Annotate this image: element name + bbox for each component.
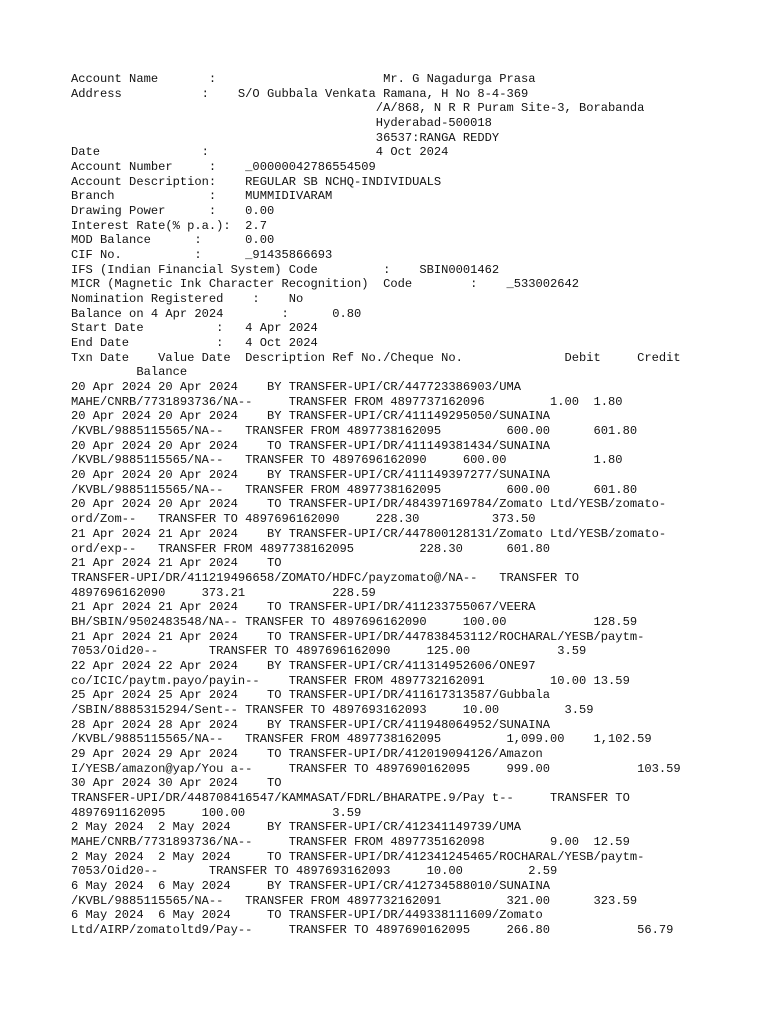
statement-line: End Date : 4 Oct 2024	[71, 336, 318, 351]
statement-line: 7053/Oid20-- TRANSFER TO 4897696162090 125.00 3.59	[71, 644, 587, 659]
statement-line: 30 Apr 2024 30 Apr 2024 TO	[71, 776, 282, 791]
statement-line: 36537:RANGA REDDY	[71, 130, 500, 145]
statement-line: CIF No. : _91435866693	[71, 248, 333, 263]
statement-line: 20 Apr 2024 20 Apr 2024 TO TRANSFER-UPI/DR/484397169784/Zomato Ltd/YESB/zomato-	[71, 497, 667, 512]
statement-line: 2 May 2024 2 May 2024 BY TRANSFER-UPI/CR/412341149739/UMA	[71, 820, 521, 835]
statement-line: Txn Date Value Date Description Ref No./Cheque No. Debit Credit	[71, 350, 681, 365]
statement-line: 20 Apr 2024 20 Apr 2024 TO TRANSFER-UPI/DR/411149381434/SUNAINA	[71, 438, 550, 453]
statement-line: 6 May 2024 6 May 2024 BY TRANSFER-UPI/CR/412734588010/SUNAINA	[71, 878, 550, 893]
statement-line: 4897691162095 100.00 3.59	[71, 805, 362, 820]
statement-line: Account Description: REGULAR SB NCHQ-INDIVIDUALS	[71, 174, 442, 189]
statement-line: co/ICIC/paytm.payo/payin-- TRANSFER FROM 4897732162091 10.00 13.59	[71, 673, 630, 688]
statement-line: I/YESB/amazon@yap/You a-- TRANSFER TO 4897690162095 999.00 103.59	[71, 761, 681, 776]
statement-line: 21 Apr 2024 21 Apr 2024 TO TRANSFER-UPI/DR/447838453112/ROCHARAL/YESB/paytm-	[71, 629, 645, 644]
statement-line: /KVBL/9885115565/NA-- TRANSFER FROM 4897738162095 1,099.00 1,102.59	[71, 732, 652, 747]
statement-line: Account Number : _00000042786554509	[71, 160, 376, 175]
statement-line: Nomination Registered : No	[71, 292, 304, 307]
statement-line: 21 Apr 2024 21 Apr 2024 BY TRANSFER-UPI/CR/447800128131/Zomato Ltd/YESB/zomato-	[71, 526, 667, 541]
statement-line: 2 May 2024 2 May 2024 TO TRANSFER-UPI/DR/412341245465/ROCHARAL/YESB/paytm-	[71, 849, 645, 864]
statement-line: /A/868, N R R Puram Site-3, Borabanda	[71, 101, 645, 116]
statement-line: 22 Apr 2024 22 Apr 2024 BY TRANSFER-UPI/CR/411314952606/ONE97	[71, 658, 536, 673]
statement-line: 20 Apr 2024 20 Apr 2024 BY TRANSFER-UPI/CR/411149397277/SUNAINA	[71, 468, 550, 483]
statement-line: 20 Apr 2024 20 Apr 2024 BY TRANSFER-UPI/CR/411149295050/SUNAINA	[71, 409, 550, 424]
statement-line: 21 Apr 2024 21 Apr 2024 TO TRANSFER-UPI/DR/411233755067/VEERA	[71, 600, 536, 615]
statement-line: BH/SBIN/9502483548/NA-- TRANSFER TO 4897696162090 100.00 128.59	[71, 614, 638, 629]
statement-line: ord/Zom-- TRANSFER TO 4897696162090 228.30 373.50	[71, 512, 536, 527]
statement-line: 21 Apr 2024 21 Apr 2024 TO	[71, 556, 282, 571]
statement-line: Drawing Power : 0.00	[71, 204, 275, 219]
statement-line: MAHE/CNRB/7731893736/NA-- TRANSFER FROM 4897737162096 1.00 1.80	[71, 394, 623, 409]
statement-line: Start Date : 4 Apr 2024	[71, 321, 318, 336]
statement-line: 25 Apr 2024 25 Apr 2024 TO TRANSFER-UPI/DR/411617313587/Gubbala	[71, 688, 550, 703]
statement-line: 20 Apr 2024 20 Apr 2024 BY TRANSFER-UPI/CR/447723386903/UMA	[71, 380, 521, 395]
statement-line: 28 Apr 2024 28 Apr 2024 BY TRANSFER-UPI/CR/411948064952/SUNAINA	[71, 717, 550, 732]
statement-line: IFS (Indian Financial System) Code : SBIN0001462	[71, 262, 500, 277]
statement-line: Ltd/AIRP/zomatoltd9/Pay-- TRANSFER TO 4897690162095 266.80 56.79	[71, 922, 674, 937]
statement-line: ord/exp-- TRANSFER FROM 4897738162095 228.30 601.80	[71, 541, 550, 556]
statement-line: /KVBL/9885115565/NA-- TRANSFER FROM 4897738162095 600.00 601.80	[71, 482, 638, 497]
statement-line: Address : S/O Gubbala Venkata Ramana, H No 8-4-369	[71, 86, 529, 101]
statement-line: MAHE/CNRB/7731893736/NA-- TRANSFER FROM 4897735162098 9.00 12.59	[71, 834, 630, 849]
statement-line: TRANSFER-UPI/DR/448708416547/KAMMASAT/FDRL/BHARATPE.9/Pay t-- TRANSFER TO	[71, 790, 630, 805]
statement-line: 7053/Oid20-- TRANSFER TO 4897693162093 10.00 2.59	[71, 864, 558, 879]
statement-line: MICR (Magnetic Ink Character Recognition) Code : _533002642	[71, 277, 580, 292]
statement-line: /KVBL/9885115565/NA-- TRANSFER FROM 4897732162091 321.00 323.59	[71, 893, 638, 908]
statement-line: Branch : MUMMIDIVARAM	[71, 189, 333, 204]
statement-line: /KVBL/9885115565/NA-- TRANSFER TO 4897696162090 600.00 1.80	[71, 453, 623, 468]
statement-line: Balance on 4 Apr 2024 : 0.80	[71, 306, 362, 321]
statement-line: Hyderabad-500018	[71, 116, 492, 131]
statement-line: MOD Balance : 0.00	[71, 233, 275, 248]
statement-line: 4897696162090 373.21 228.59	[71, 585, 376, 600]
statement-line: Account Name : Mr. G Nagadurga Prasa	[71, 72, 536, 86]
statement-line: 6 May 2024 6 May 2024 TO TRANSFER-UPI/DR/449338111609/Zomato	[71, 908, 543, 923]
bank-statement	[71, 72, 761, 938]
statement-line: Interest Rate(% p.a.): 2.7	[71, 218, 267, 233]
statement-line: Date : 4 Oct 2024	[71, 145, 449, 160]
statement-line: /SBIN/8885315294/Sent-- TRANSFER TO 4897693162093 10.00 3.59	[71, 702, 594, 717]
statement-line: /KVBL/9885115565/NA-- TRANSFER FROM 4897738162095 600.00 601.80	[71, 424, 638, 439]
statement-line: Balance	[71, 365, 188, 380]
statement-line: TRANSFER-UPI/DR/411219496658/ZOMATO/HDFC/payzomato@/NA-- TRANSFER TO	[71, 570, 580, 585]
statement-line: 29 Apr 2024 29 Apr 2024 TO TRANSFER-UPI/DR/412019094126/Amazon	[71, 746, 543, 761]
